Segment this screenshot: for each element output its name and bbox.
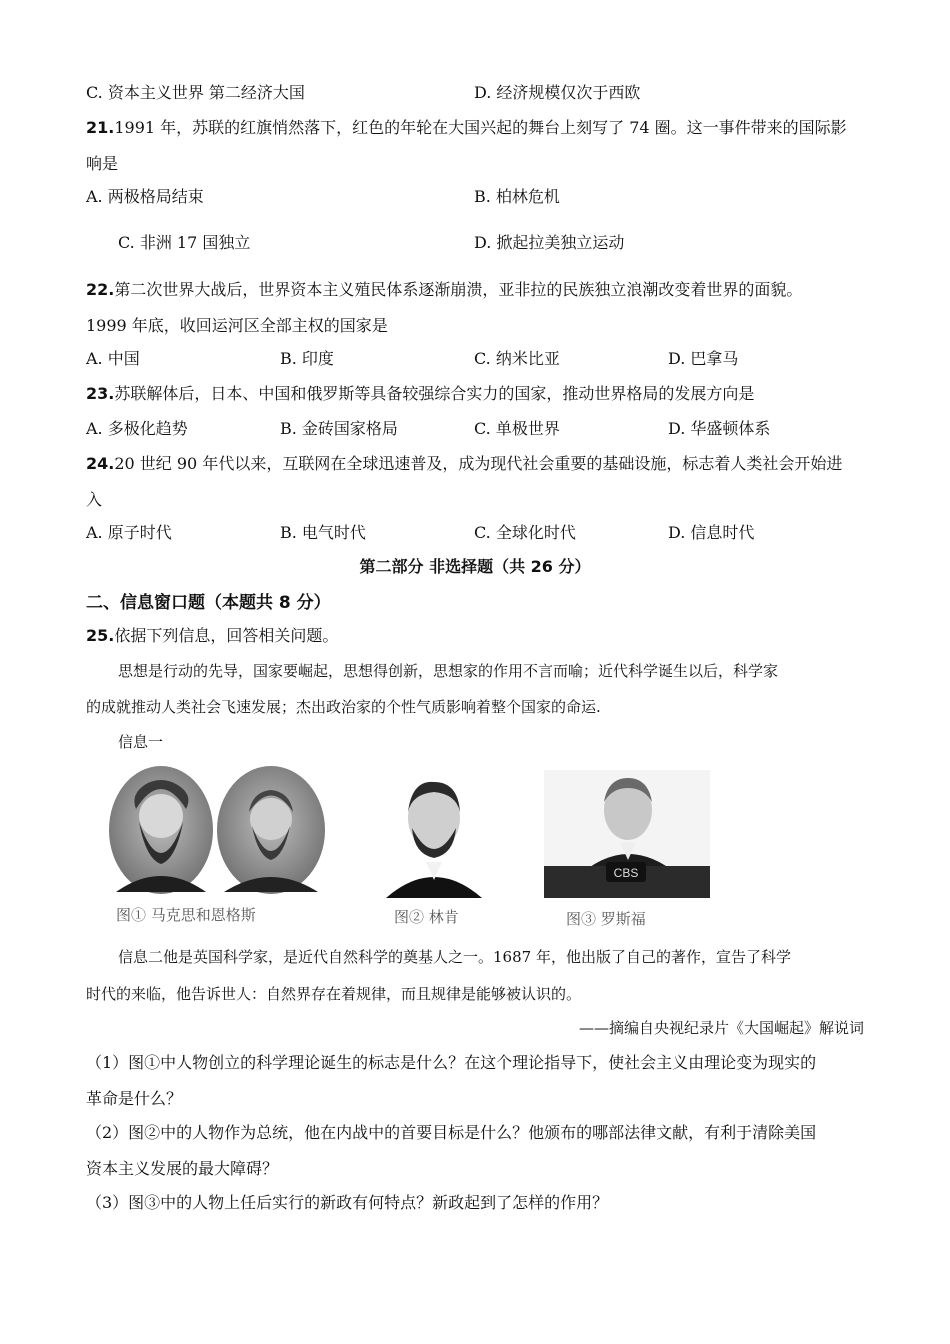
q21-option-d: D. 掀起拉美独立运动 — [474, 233, 625, 252]
q22-stem-line1: 第二次世界大战后，世界资本主义殖民体系逐渐崩溃，亚非拉的民族独立浪潮改变着世界的面貌。 — [114, 280, 803, 299]
q24-stem-line2: 入 — [86, 490, 103, 509]
sub1-line1: （1）图①中人物创立的科学理论诞生的标志是什么？在这个理论指导下，使社会主义由理论变为现实的 — [86, 1053, 817, 1072]
q23-number: 23. — [86, 384, 115, 403]
svg-text:CBS: CBS — [613, 866, 639, 880]
fig2-caption: 图② 林肯 — [394, 908, 459, 926]
q21-number: 21. — [86, 118, 115, 137]
q24-option-c: C. 全球化时代 — [474, 523, 576, 542]
q25-stem — [86, 623, 338, 646]
q24-option-b: B. 电气时代 — [280, 523, 366, 542]
q24-number: 24. — [86, 454, 115, 473]
q20-option-c: C. 资本主义世界 第二经济大国 — [86, 83, 305, 102]
section2-title: 二、信息窗口题（本题共 8 分） — [86, 593, 331, 613]
info2-line1: 信息二他是英国科学家，是近代自然科学的奠基人之一。1687 年，他出版了自己的著作，宣告了科学 — [118, 948, 791, 966]
q20-option-d: D. 经济规模仅次于西欧 — [474, 83, 641, 102]
q21-stem-line1: 1991 年，苏联的红旗悄然落下，红色的年轮在大国兴起的舞台上刻写了 74 圈。这一事件带来的国际影 — [114, 118, 847, 137]
q22-option-d: D. 巴拿马 — [668, 349, 739, 368]
q22-option-c: C. 纳米比亚 — [474, 349, 560, 368]
q24-option-d: D. 信息时代 — [668, 523, 755, 542]
part2-title: 第二部分 非选择题（共 26 分） — [359, 557, 591, 576]
sub2-line2: 资本主义发展的最大障碍？ — [86, 1159, 279, 1178]
q23-stem — [86, 381, 754, 404]
marx-engels-portrait — [106, 764, 326, 900]
q24-stem — [86, 451, 842, 474]
q21-option-c: C. 非洲 17 国独立 — [118, 233, 251, 252]
source-citation: ——摘编自央视纪录片《大国崛起》解说词 — [578, 1019, 864, 1037]
sub2-line1: （2）图②中的人物作为总统，他在内战中的首要目标是什么？他颁布的哪部法律文献，有利于清除美国 — [86, 1123, 817, 1142]
roosevelt-portrait — [544, 770, 710, 898]
q21-stem — [86, 115, 847, 138]
q25-stem-text: 依据下列信息，回答相关问题。 — [114, 626, 339, 645]
info2-line2: 时代的来临，他告诉世人：自然界存在着规律，而且规律是能够被认识的。 — [86, 985, 582, 1003]
sub3-line1: （3）图③中的人物上任后实行的新政有何特点？新政起到了怎样的作用？ — [86, 1193, 609, 1212]
q22-option-a: A. 中国 — [86, 349, 140, 368]
q23-option-c: C. 单极世界 — [474, 419, 560, 438]
fig3-caption: 图③ 罗斯福 — [566, 910, 646, 928]
q21-option-b: B. 柏林危机 — [474, 187, 560, 206]
q21-option-a: A. 两极格局结束 — [86, 187, 204, 206]
lincoln-portrait — [382, 770, 486, 898]
info1-label: 信息一 — [118, 733, 164, 751]
q25-intro-line1: 思想是行动的先导，国家要崛起，思想得创新，思想家的作用不言而喻；近代科学诞生以后，科学家 — [118, 662, 779, 680]
q24-option-a: A. 原子时代 — [86, 523, 172, 542]
q22-option-b: B. 印度 — [280, 349, 334, 368]
q23-option-b: B. 金砖国家格局 — [280, 419, 398, 438]
sub1-line2: 革命是什么？ — [86, 1089, 183, 1108]
q22-number: 22. — [86, 280, 115, 299]
q23-option-a: A. 多极化趋势 — [86, 419, 188, 438]
q23-option-d: D. 华盛顿体系 — [668, 419, 771, 438]
fig1-caption: 图① 马克思和恩格斯 — [116, 906, 256, 924]
q21-stem-line2: 响是 — [86, 154, 119, 173]
q22-stem-line2: 1999 年底，收回运河区全部主权的国家是 — [86, 316, 388, 335]
q22-stem — [86, 277, 802, 300]
q24-stem-line1: 20 世纪 90 年代以来，互联网在全球迅速普及，成为现代社会重要的基础设施，标志着人类社会开始进 — [114, 454, 843, 473]
q25-number: 25. — [86, 626, 115, 645]
q23-stem-line1: 苏联解体后，日本、中国和俄罗斯等具备较强综合实力的国家，推动世界格局的发展方向是 — [114, 384, 755, 403]
q25-intro-line2: 的成就推动人类社会飞速发展；杰出政治家的个性气质影响着整个国家的命运. — [86, 698, 601, 716]
